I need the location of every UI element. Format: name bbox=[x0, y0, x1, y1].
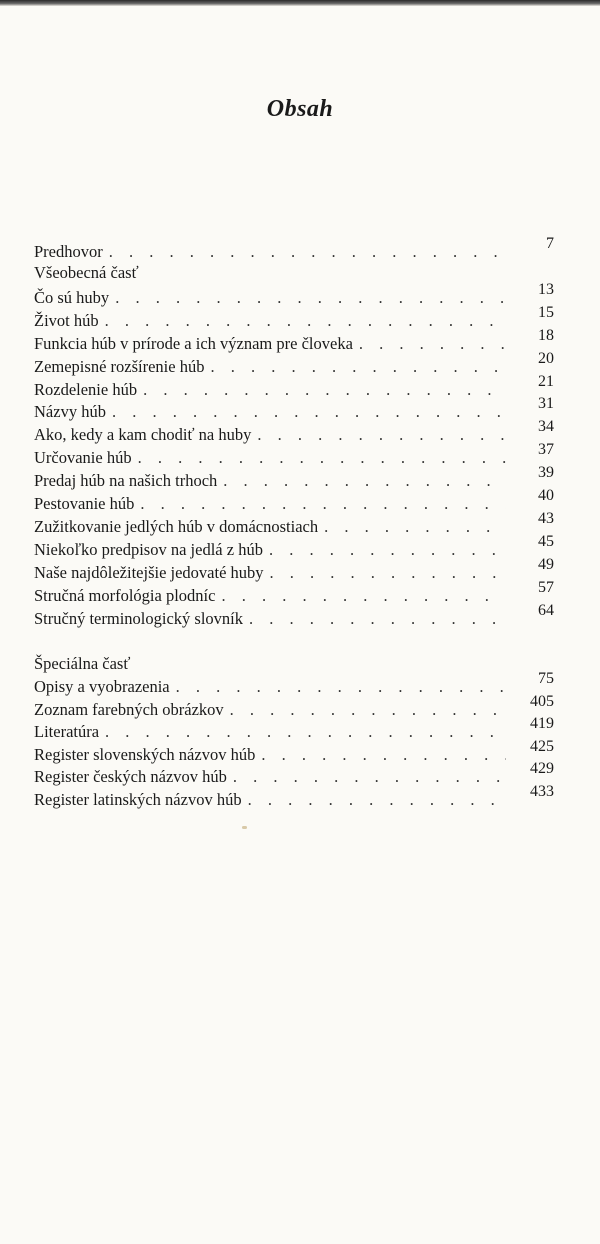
toc-entry-page: 18 bbox=[538, 327, 554, 344]
toc-entry bbox=[34, 487, 554, 514]
section-heading: Špeciálna časť bbox=[34, 654, 131, 673]
dot-leader bbox=[109, 242, 506, 262]
toc-entry bbox=[34, 783, 554, 810]
dot-leader bbox=[210, 357, 506, 377]
dot-leader bbox=[257, 425, 506, 445]
page-top-edge bbox=[0, 0, 600, 6]
toc-entry-label: Rozdelenie húb bbox=[34, 380, 138, 399]
toc-entry bbox=[34, 556, 554, 583]
toc-entry-page: 429 bbox=[530, 760, 554, 777]
toc-entry-page: 7 bbox=[546, 235, 554, 252]
dot-leader bbox=[261, 745, 506, 765]
toc-entry-page: 13 bbox=[538, 281, 554, 298]
toc-entry bbox=[34, 395, 554, 422]
dot-leader bbox=[221, 586, 506, 606]
dot-leader bbox=[269, 540, 506, 560]
toc-entry-page: 40 bbox=[538, 487, 554, 504]
toc-entry bbox=[34, 235, 554, 262]
toc-entry-label: Literatúra bbox=[34, 722, 100, 741]
toc-entry-label: Pestovanie húb bbox=[34, 494, 135, 513]
toc-entry bbox=[34, 304, 554, 331]
toc-entry-label: Register slovenských názvov húb bbox=[34, 745, 256, 764]
toc-entry bbox=[34, 693, 554, 720]
section-heading: Všeobecná časť bbox=[34, 263, 139, 282]
page-title: Obsah bbox=[266, 96, 334, 123]
toc-entry-page: 39 bbox=[538, 464, 554, 481]
dot-leader bbox=[248, 790, 506, 810]
toc-entry-label: Život húb bbox=[34, 311, 99, 330]
toc-entry bbox=[34, 350, 554, 377]
toc-entry-label: Ako, kedy a kam chodiť na huby bbox=[34, 425, 252, 444]
dot-leader bbox=[105, 311, 506, 331]
toc-entry bbox=[34, 327, 554, 354]
toc-entry-label: Niekoľko predpisov na jedlá z húb bbox=[34, 540, 263, 559]
toc-entry-label: Zužitkovanie jedlých húb v domácnostiach bbox=[34, 517, 319, 536]
toc-entry-page: 57 bbox=[538, 579, 554, 596]
toc-entry-page: 419 bbox=[530, 715, 554, 732]
dot-leader bbox=[176, 677, 506, 697]
toc-entry-label: Predaj húb na našich trhoch bbox=[34, 471, 218, 490]
toc-entry-label: Opisy a vyobrazenia bbox=[34, 677, 170, 696]
toc-entry-label: Zoznam farebných obrázkov bbox=[34, 700, 224, 719]
toc-entry-label: Čo sú huby bbox=[34, 288, 110, 307]
dot-leader bbox=[143, 380, 506, 400]
toc-entry-page: 433 bbox=[530, 783, 554, 800]
toc-entry-label: Register latinských názvov húb bbox=[34, 790, 242, 809]
dot-leader bbox=[223, 471, 506, 491]
toc-entry-page: 49 bbox=[538, 556, 554, 573]
toc-entry bbox=[34, 464, 554, 491]
toc-entry-page: 20 bbox=[538, 350, 554, 367]
toc-entry bbox=[34, 510, 554, 537]
toc-entry-page: 64 bbox=[538, 602, 554, 619]
dot-leader bbox=[230, 700, 506, 720]
dot-leader bbox=[140, 494, 506, 514]
toc-entry-label: Naše najdôležitejšie jedovaté huby bbox=[34, 563, 264, 582]
toc-entry-page: 31 bbox=[538, 395, 554, 412]
toc-entry bbox=[34, 715, 554, 742]
dot-leader bbox=[270, 563, 506, 583]
toc-entry-label: Register českých názvov húb bbox=[34, 767, 227, 786]
toc-entry-label: Určovanie húb bbox=[34, 448, 132, 467]
dot-leader bbox=[105, 722, 506, 742]
toc-entry-page: 15 bbox=[538, 304, 554, 321]
toc-entry-page: 37 bbox=[538, 441, 554, 458]
dot-leader bbox=[115, 288, 506, 308]
toc-entry-label: Zemepisné rozšírenie húb bbox=[34, 357, 205, 376]
toc-entry-page: 405 bbox=[530, 693, 554, 710]
toc-entry-label: Funkcia húb v prírode a ich význam pre človeka bbox=[34, 334, 353, 353]
toc-entry bbox=[34, 418, 554, 445]
toc-entry bbox=[34, 441, 554, 468]
toc-entry-page: 43 bbox=[538, 510, 554, 527]
toc-entry-page: 425 bbox=[530, 738, 554, 755]
toc-entry bbox=[34, 760, 554, 787]
dot-leader bbox=[324, 517, 506, 537]
toc-entry bbox=[34, 373, 554, 400]
dot-leader bbox=[138, 448, 506, 468]
paper-smudge bbox=[242, 826, 247, 829]
toc-entry bbox=[34, 602, 554, 629]
toc-entry bbox=[34, 670, 554, 697]
toc-entry bbox=[34, 738, 554, 765]
toc-entry bbox=[34, 579, 554, 606]
dot-leader bbox=[112, 402, 506, 422]
toc-entry-page: 45 bbox=[538, 533, 554, 550]
toc-entry-page: 21 bbox=[538, 373, 554, 390]
toc-entry-page: 34 bbox=[538, 418, 554, 435]
toc-entry-page: 75 bbox=[538, 670, 554, 687]
dot-leader bbox=[249, 609, 506, 629]
toc-entry-label: Názvy húb bbox=[34, 402, 106, 421]
toc-entry bbox=[34, 281, 554, 308]
toc-entry-label: Stručná morfológia plodníc bbox=[34, 586, 216, 605]
toc-entry-label: Stručný terminologický slovník bbox=[34, 609, 243, 628]
dot-leader bbox=[359, 334, 506, 354]
toc-entry-label: Predhovor bbox=[34, 242, 103, 261]
dot-leader bbox=[233, 767, 506, 787]
toc-entry bbox=[34, 533, 554, 560]
